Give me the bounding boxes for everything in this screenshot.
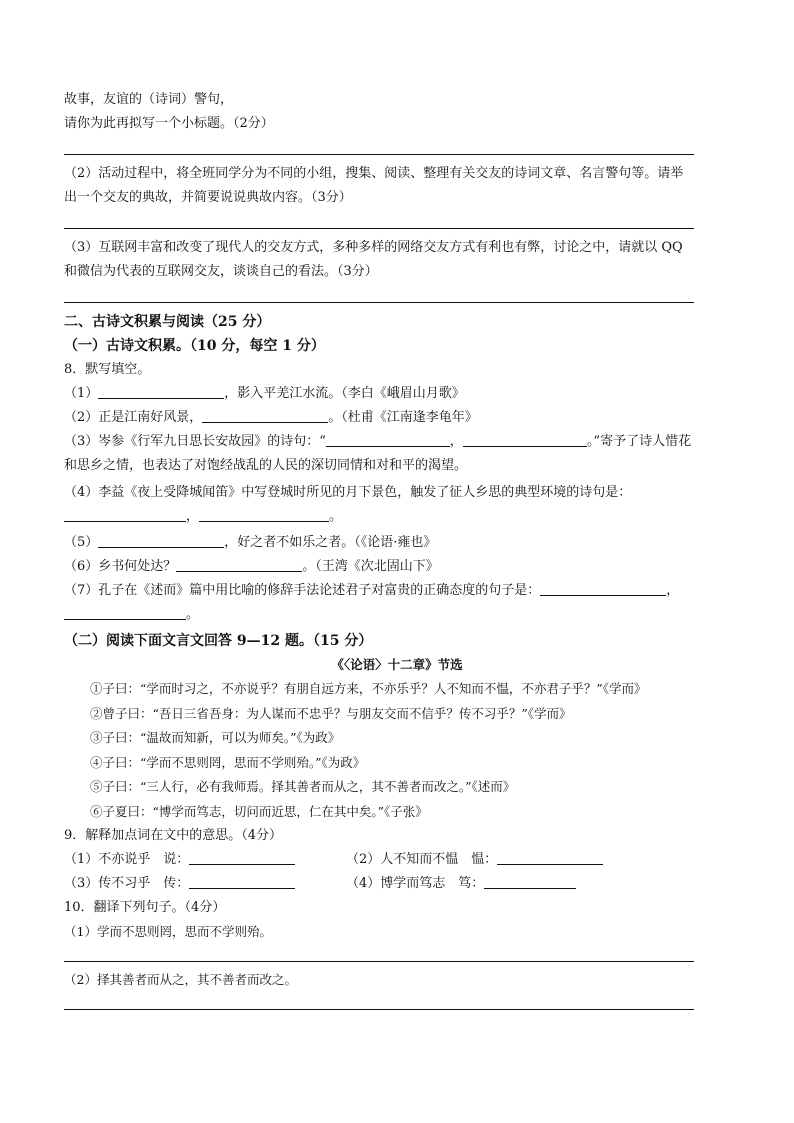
answer-line[interactable] (64, 960, 694, 962)
translate-item: （2）择其善者而从之，其不善者而改之。 (64, 972, 297, 987)
question-text: 8．默写填空。 (64, 362, 151, 377)
question-text: （3）互联网丰富和改变了现代人的交友方式，多种多样的网络交友方式有利也有弊，讨论之中，请就以 QQ (64, 240, 683, 255)
fill-label: （6）乡书何处达？ (64, 559, 177, 574)
fill-label: （1） (64, 386, 99, 401)
fill-blank[interactable] (64, 606, 186, 620)
fill-blank[interactable] (484, 875, 576, 889)
fill-blank[interactable] (463, 433, 587, 447)
q9-item: （1）不亦说乎 说： (64, 852, 190, 867)
fill-item-6 (64, 555, 730, 579)
section-heading: 二、古诗文积累与阅读（25 分） (64, 314, 271, 330)
fill-text: 。 (329, 509, 343, 524)
answer-line[interactable] (64, 153, 694, 155)
fill-blank[interactable] (326, 433, 450, 447)
subsection-heading: （二）阅读下面文言文回答 9—12 题。（15 分） (64, 633, 373, 649)
fill-item-4-blanks (64, 505, 730, 529)
fill-item-3 (64, 430, 730, 454)
fill-blank[interactable] (176, 558, 302, 572)
question-text: （2）活动过程中，将全班同学分为不同的小组，搜集、阅读、整理有关交友的诗词文章、名言警句等。请举 (64, 166, 684, 181)
passage-line: ⑤子曰：“三人行，必有我师焉。择其善者而从之，其不善者而改之。”《述而》 (90, 779, 516, 794)
subsection-heading: （一）古诗文积累。（10 分，每空 1 分） (64, 338, 325, 354)
translate-item: （1）学而不思则罔，思而不学则殆。 (64, 924, 272, 939)
fill-text: ，好之者不如乐之者。（《论语·雍也》 (224, 535, 437, 550)
fill-item-4: （4）李益《夜上受降城闻笛》中写登城时所见的月下景色，触发了征人乡思的典型环境的诗句是： (64, 485, 632, 500)
fill-blank[interactable] (64, 508, 186, 522)
passage-line: ③子曰：“温故而知新，可以为师矣。”《为政》 (90, 730, 341, 745)
question-text: 和微信为代表的互联网交友，谈谈自己的看法。（3分） (64, 264, 378, 279)
passage-line: ②曾子曰：“吾日三省吾身：为人谋而不忠乎？与朋友交而不信乎？传不习乎？”《学而》 (90, 705, 572, 721)
fill-text: ，影入平羌江水流。（李白《峨眉山月歌》 (224, 386, 465, 401)
fill-blank[interactable] (189, 851, 295, 865)
fill-text: 和思乡之情，也表达了对饱经战乱的人民的深切同情和对和平的渴望。 (64, 458, 468, 473)
fill-label: （5） (64, 535, 99, 550)
text-line: 请你为此再拟写一个小标题。（2分） (64, 116, 274, 131)
passage-line: ⑥子夏曰：“博学而笃志，切问而近思，仁在其中矣。”《子张》 (90, 803, 428, 819)
fill-item-2 (64, 406, 730, 430)
fill-text: ， (666, 583, 680, 598)
fill-blank[interactable] (98, 534, 224, 548)
fill-item-7 (64, 579, 730, 603)
fill-label: （3）岑参《行军九日思长安故园》的诗句：“ (64, 434, 326, 449)
fill-text: ， (186, 509, 200, 524)
passage-title: 《〈论语〉十二章》节选 (331, 657, 463, 672)
passage-line: ①子曰：“学而时习之，不亦说乎？有朋自远方来，不亦乐乎？人不知而不愠，不亦君子乎？”《学而》 (90, 681, 647, 696)
q9-row-2 (64, 872, 730, 896)
question-text: 10．翻译下列句子。（4分） (64, 900, 226, 915)
fill-blank[interactable] (199, 508, 329, 522)
fill-text: 。 (186, 607, 200, 622)
fill-text: 。（王湾《次北固山下》 (302, 559, 439, 574)
fill-blank[interactable] (540, 582, 666, 596)
text-line: 故事，友谊的（诗词）警句， (64, 92, 234, 107)
fill-text: ， (449, 434, 463, 449)
question-text: 出一个交友的典故，并简要说说典故内容。（3分） (64, 190, 352, 205)
fill-item-5 (64, 531, 730, 555)
fill-text: 。（杜甫《江南逢李龟年》 (328, 410, 478, 425)
fill-blank[interactable] (202, 409, 328, 423)
fill-label: （7）孔子在《述而》篇中用比喻的修辞手法论述君子对富贵的正确态度的句子是： (64, 583, 541, 598)
fill-blank[interactable] (98, 385, 224, 399)
exam-page (64, 88, 730, 1010)
answer-line[interactable] (64, 301, 694, 303)
fill-blank[interactable] (189, 875, 295, 889)
q9-row-1 (64, 848, 730, 872)
q9-item: （2）人不知而不愠 愠： (346, 852, 498, 867)
fill-text: 。”寄予了诗人惜花 (586, 434, 692, 449)
passage-line: ④子曰：“学而不思则罔，思而不学则殆。”《为政》 (90, 754, 366, 770)
answer-line[interactable] (64, 1008, 694, 1010)
q9-item: （4）博学而笃志 笃： (346, 876, 485, 891)
fill-blank[interactable] (497, 851, 603, 865)
fill-item-7-cont (64, 603, 730, 627)
answer-line[interactable] (64, 227, 694, 229)
fill-label: （2）正是江南好风景， (64, 410, 203, 425)
question-text: 9．解释加点词在文中的意思。（4分） (64, 828, 283, 843)
fill-item-1 (64, 382, 730, 406)
q9-item: （3）传不习乎 传： (64, 876, 190, 891)
